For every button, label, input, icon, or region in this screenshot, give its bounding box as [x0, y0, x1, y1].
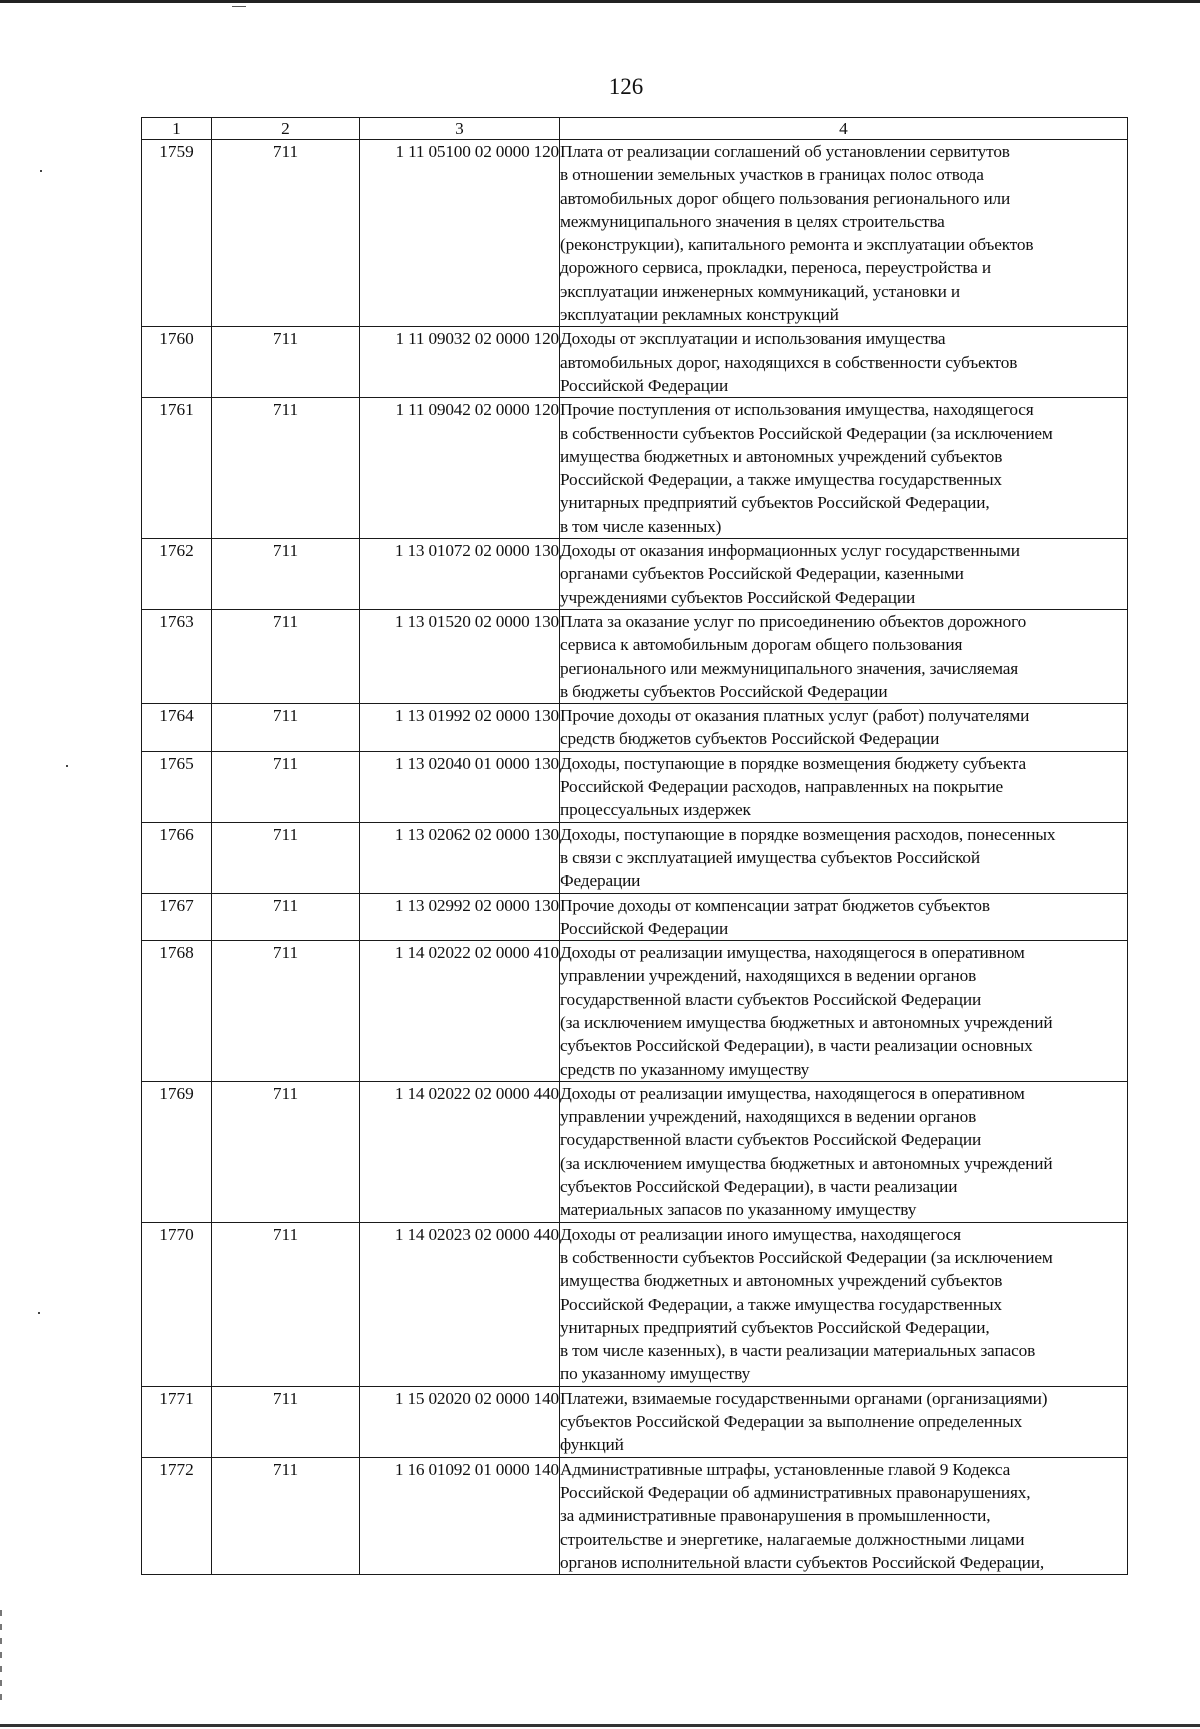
description-line: Российской Федерации, а также имущества государственных	[560, 1294, 1002, 1314]
description-line: в том числе казенных), в части реализации материальных запасов	[560, 1341, 1036, 1361]
description-line: в связи с эксплуатацией имущества субъектов Российской	[560, 847, 981, 867]
description-line: Прочие доходы от компенсации затрат бюджетов субъектов	[560, 895, 990, 915]
revenue-description-cell	[560, 1081, 1128, 1222]
row-number-cell: 1769	[142, 1081, 212, 1222]
description-line: Прочие доходы от оказания платных услуг (работ) получателями	[560, 706, 1030, 726]
column-header-4: 4	[560, 118, 1128, 140]
table-row	[142, 398, 1128, 539]
description-line: органами субъектов Российской Федерации, казенными	[560, 564, 964, 584]
description-line: учреждениями субъектов Российской Федерации	[560, 587, 916, 607]
revenue-description-cell	[560, 327, 1128, 398]
description-line: субъектов Российской Федерации за выполнение определенных	[560, 1412, 1023, 1432]
table-row	[142, 704, 1128, 752]
description-line: процессуальных издержек	[560, 800, 751, 820]
revenue-code-cell: 1 16 01092 01 0000 140	[360, 1457, 560, 1574]
description-line: дорожного сервиса, прокладки, переноса, переустройства и	[560, 258, 991, 278]
scan-mark	[232, 6, 246, 15]
revenue-description-cell	[560, 539, 1128, 610]
description-line: Российской Федерации	[560, 375, 729, 395]
revenue-description-cell	[560, 704, 1128, 752]
row-number-cell: 1762	[142, 539, 212, 610]
description-line: в бюджеты субъектов Российской Федерации	[560, 681, 888, 701]
scan-top-edge	[0, 0, 1200, 3]
administrator-code-cell: 711	[212, 140, 360, 327]
administrator-code-cell: 711	[212, 1386, 360, 1457]
revenue-code-cell: 1 11 09032 02 0000 120	[360, 327, 560, 398]
revenue-description-cell	[560, 609, 1128, 703]
revenue-code-cell: 1 14 02023 02 0000 440	[360, 1222, 560, 1386]
row-number-cell: 1768	[142, 941, 212, 1082]
description-line: государственной власти субъектов Российской Федерации	[560, 989, 982, 1009]
description-line: по указанному имуществу	[560, 1364, 751, 1384]
table-row	[142, 1457, 1128, 1574]
row-number-cell: 1764	[142, 704, 212, 752]
column-header-3: 3	[360, 118, 560, 140]
table-header-row	[142, 118, 1128, 140]
row-number-cell: 1771	[142, 1386, 212, 1457]
administrator-code-cell: 711	[212, 751, 360, 822]
table-row	[142, 140, 1128, 327]
revenue-code-cell: 1 11 09042 02 0000 120	[360, 398, 560, 539]
administrator-code-cell: 711	[212, 539, 360, 610]
revenue-code-cell: 1 15 02020 02 0000 140	[360, 1386, 560, 1457]
description-line: в отношении земельных участков в границах полос отвода	[560, 165, 984, 185]
revenue-code-cell: 1 13 01072 02 0000 130	[360, 539, 560, 610]
description-line: Доходы, поступающие в порядке возмещения расходов, понесенных	[560, 824, 1056, 844]
administrator-code-cell: 711	[212, 609, 360, 703]
description-line: материальных запасов по указанному имуществу	[560, 1200, 917, 1220]
row-number-cell: 1761	[142, 398, 212, 539]
revenue-description-cell	[560, 1222, 1128, 1386]
revenue-code-cell: 1 13 02992 02 0000 130	[360, 893, 560, 941]
description-line: в собственности субъектов Российской Федерации (за исключением	[560, 423, 1053, 443]
scan-left-edge	[0, 1610, 2, 1700]
description-line: унитарных предприятий субъектов Российской Федерации,	[560, 1317, 990, 1337]
description-line: в том числе казенных)	[560, 516, 722, 536]
description-line: за административные правонарушения в промышленности,	[560, 1506, 991, 1526]
table-row	[142, 1081, 1128, 1222]
table-row	[142, 751, 1128, 822]
description-line: Российской Федерации, а также имущества государственных	[560, 470, 1002, 490]
table-body	[142, 140, 1128, 1575]
row-number-cell: 1759	[142, 140, 212, 327]
page-number: 126	[608, 74, 644, 99]
revenue-description-cell	[560, 822, 1128, 893]
row-number-cell: 1766	[142, 822, 212, 893]
description-line: Доходы, поступающие в порядке возмещения бюджету субъекта	[560, 753, 1026, 773]
description-line: (реконструкции), капитального ремонта и эксплуатации объектов	[560, 235, 1034, 255]
row-number-cell: 1760	[142, 327, 212, 398]
description-line: государственной власти субъектов Российской Федерации	[560, 1130, 982, 1150]
description-line: Доходы от реализации имущества, находящегося в оперативном	[560, 943, 1025, 963]
revenue-code-cell: 1 14 02022 02 0000 410	[360, 941, 560, 1082]
administrator-code-cell: 711	[212, 704, 360, 752]
scan-bottom-edge	[0, 1724, 1200, 1727]
revenue-description-cell	[560, 140, 1128, 327]
budget-revenue-table	[141, 117, 1128, 1575]
description-line: имущества бюджетных и автономных учреждений субъектов	[560, 446, 1003, 466]
administrator-code-cell: 711	[212, 398, 360, 539]
description-line: Доходы от реализации имущества, находящегося в оперативном	[560, 1083, 1025, 1103]
administrator-code-cell: 711	[212, 1457, 360, 1574]
column-header-1: 1	[142, 118, 212, 140]
description-line: субъектов Российской Федерации), в части реализации основных	[560, 1036, 1033, 1056]
table-row	[142, 609, 1128, 703]
administrator-code-cell: 711	[212, 1081, 360, 1222]
description-line: Российской Федерации	[560, 918, 729, 938]
description-line: эксплуатации инженерных коммуникаций, установки и	[560, 281, 960, 301]
description-line: (за исключением имущества бюджетных и автономных учреждений	[560, 1012, 1053, 1032]
description-line: функций	[560, 1435, 624, 1455]
description-line: автомобильных дорог общего пользования регионального или	[560, 188, 1011, 208]
table-row	[142, 327, 1128, 398]
description-line: Прочие поступления от использования имущества, находящегося	[560, 400, 1034, 420]
column-header-2: 2	[212, 118, 360, 140]
administrator-code-cell: 711	[212, 941, 360, 1082]
description-line: средств по указанному имуществу	[560, 1059, 810, 1079]
description-line: строительстве и энергетике, налагаемые должностными лицами	[560, 1529, 1025, 1549]
table-row	[142, 822, 1128, 893]
description-line: межмуниципального значения в целях строительства	[560, 211, 945, 231]
description-line: сервиса к автомобильным дорогам общего пользования	[560, 635, 963, 655]
description-line: Российской Федерации об административных правонарушениях,	[560, 1482, 1031, 1502]
description-line: в собственности субъектов Российской Федерации (за исключением	[560, 1247, 1053, 1267]
row-number-cell: 1765	[142, 751, 212, 822]
row-number-cell: 1763	[142, 609, 212, 703]
row-number-cell: 1767	[142, 893, 212, 941]
revenue-code-cell: 1 13 02040 01 0000 130	[360, 751, 560, 822]
description-line: органов исполнительной власти субъектов Российской Федерации,	[560, 1552, 1045, 1572]
description-line: средств бюджетов субъектов Российской Федерации	[560, 729, 940, 749]
row-number-cell: 1772	[142, 1457, 212, 1574]
revenue-code-cell: 1 13 02062 02 0000 130	[360, 822, 560, 893]
revenue-description-cell	[560, 398, 1128, 539]
revenue-code-cell: 1 14 02022 02 0000 440	[360, 1081, 560, 1222]
row-number-cell: 1770	[142, 1222, 212, 1386]
revenue-code-cell: 1 11 05100 02 0000 120	[360, 140, 560, 327]
revenue-description-cell	[560, 751, 1128, 822]
administrator-code-cell: 711	[212, 822, 360, 893]
administrator-code-cell: 711	[212, 893, 360, 941]
administrator-code-cell: 711	[212, 327, 360, 398]
description-line: Плата от реализации соглашений об установлении сервитутов	[560, 142, 1010, 161]
description-line: автомобильных дорог, находящихся в собственности субъектов	[560, 352, 1018, 372]
description-line: унитарных предприятий субъектов Российской Федерации,	[560, 493, 990, 513]
revenue-code-cell: 1 13 01520 02 0000 130	[360, 609, 560, 703]
revenue-description-cell	[560, 1386, 1128, 1457]
revenue-code-cell: 1 13 01992 02 0000 130	[360, 704, 560, 752]
description-line: Административные штрафы, установленные главой 9 Кодекса	[560, 1459, 1011, 1479]
revenue-description-cell	[560, 893, 1128, 941]
description-line: (за исключением имущества бюджетных и автономных учреждений	[560, 1153, 1053, 1173]
administrator-code-cell: 711	[212, 1222, 360, 1386]
description-line: управлении учреждений, находящихся в ведении органов	[560, 1107, 977, 1127]
revenue-description-cell	[560, 941, 1128, 1082]
description-line: Доходы от эксплуатации и использования имущества	[560, 329, 946, 349]
description-line: Российской Федерации расходов, направленных на покрытие	[560, 777, 1004, 797]
table-row	[142, 941, 1128, 1082]
description-line: Доходы от реализации иного имущества, находящегося	[560, 1224, 961, 1244]
description-line: Плата за оказание услуг по присоединению объектов дорожного	[560, 611, 1027, 631]
description-line: субъектов Российской Федерации), в части реализации	[560, 1177, 958, 1197]
table-row	[142, 893, 1128, 941]
description-line: управлении учреждений, находящихся в ведении органов	[560, 966, 977, 986]
description-line: регионального или межмуниципального значения, зачисляемая	[560, 658, 1019, 678]
description-line: Федерации	[560, 871, 641, 891]
revenue-description-cell	[560, 1457, 1128, 1574]
description-line: Доходы от оказания информационных услуг государственными	[560, 541, 1020, 561]
table-row	[142, 539, 1128, 610]
table-row	[142, 1386, 1128, 1457]
description-line: имущества бюджетных и автономных учреждений субъектов	[560, 1271, 1003, 1291]
description-line: эксплуатации рекламных конструкций	[560, 305, 839, 325]
table-row	[142, 1222, 1128, 1386]
description-line: Платежи, взимаемые государственными органами (организациями)	[560, 1388, 1048, 1408]
